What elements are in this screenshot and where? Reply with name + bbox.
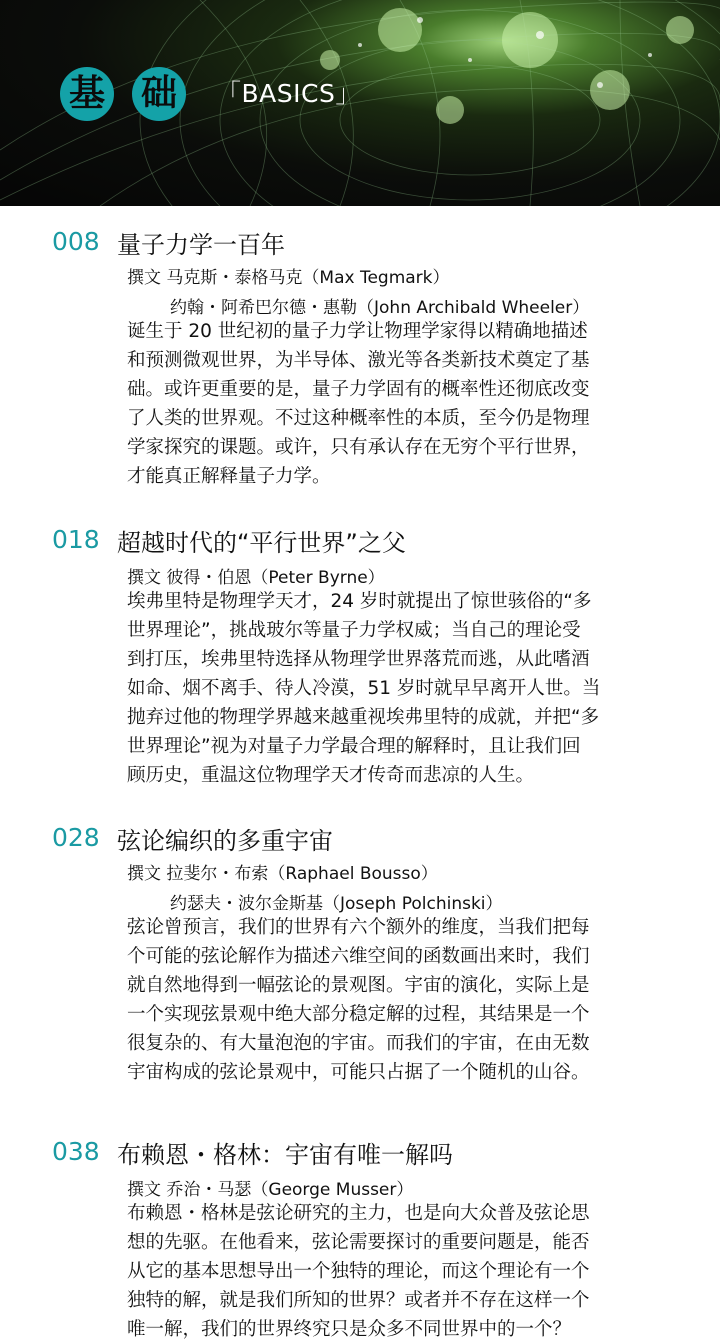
article-summary — [127, 587, 647, 790]
summary-line: 宇宙构成的弦论景观中，可能只占据了一个随机的山谷。 — [127, 1062, 590, 1083]
summary-line: 抛弃过他的物理学界越来越重视埃弗里特的成就，并把“多 — [127, 707, 600, 728]
summary-line: 世界理论”视为对量子力学最合理的解释时，且让我们回 — [127, 736, 581, 757]
summary-line: 了人类的世界观。不过这种概率性的本质，至今仍是物理 — [127, 408, 590, 429]
summary-line: 学家探究的课题。或许，只有承认存在无穷个平行世界， — [127, 437, 590, 458]
article-title: 超越时代的“平行世界”之父 — [117, 529, 406, 557]
summary-line: 个可能的弦论解作为描述六维空间的函数画出来时，我们 — [127, 946, 590, 967]
article-title: 量子力学一百年 — [117, 231, 285, 259]
summary-line: 世界理论”，挑战玻尔等量子力学权威；当自己的理论受 — [127, 620, 581, 641]
summary-line: 唯一解，我们的世界终究只是众多不同世界中的一个？ — [127, 1319, 572, 1340]
summary-line: 和预测微观世界，为半导体、激光等各类新技术奠定了基 — [127, 350, 590, 371]
summary-line: 弦论曾预言，我们的世界有六个额外的维度，当我们把每 — [127, 917, 590, 938]
article-title: 弦论编织的多重宇宙 — [117, 827, 333, 855]
heading-char-2: 础 — [132, 67, 186, 121]
summary-line: 础。或许更重要的是，量子力学固有的概率性还彻底改变 — [127, 379, 590, 400]
summary-line: 埃弗里特是物理学天才，24 岁时就提出了惊世骇俗的“多 — [127, 591, 592, 612]
summary-line: 诞生于 20 世纪初的量子力学让物理学家得以精确地描述 — [127, 321, 588, 342]
summary-line: 一个实现弦景观中绝大部分稳定解的过程，其结果是一个 — [127, 1004, 590, 1025]
summary-line: 如命、烟不离手、待人冷漠，51 岁时就早早离开人世。当 — [127, 678, 601, 699]
article-author: 约瑟夫・波尔金斯基（Joseph Polchinski） — [170, 894, 503, 914]
article-summary — [127, 913, 647, 1087]
article-number: 038 — [52, 1137, 100, 1166]
summary-line: 想的先驱。在他看来，弦论需要探讨的重要问题是，能否 — [127, 1232, 590, 1253]
article-author: 撰文 拉斐尔・布索（Raphael Bousso） — [127, 864, 438, 884]
article-author: 撰文 彼得・伯恩（Peter Byrne） — [127, 568, 385, 588]
header-banner — [0, 0, 720, 206]
summary-line: 到打压，埃弗里特选择从物理学世界落荒而逃，从此嗜酒 — [127, 649, 590, 670]
summary-line: 从它的基本思想导出一个独特的理论，而这个理论有一个 — [127, 1261, 590, 1282]
summary-line: 很复杂的、有大量泡泡的宇宙。而我们的宇宙，在由无数 — [127, 1033, 590, 1054]
summary-line: 才能真正解释量子力学。 — [127, 466, 331, 487]
article-author: 约翰・阿希巴尔德・惠勒（John Archibald Wheeler） — [170, 298, 590, 318]
summary-line: 顾历史，重温这位物理学天才传奇而悲凉的人生。 — [127, 765, 535, 786]
article-author: 撰文 马克斯・泰格马克（Max Tegmark） — [127, 268, 450, 288]
article-number: 028 — [52, 823, 100, 852]
article-author: 撰文 乔治・马瑟（George Musser） — [127, 1180, 414, 1200]
summary-line: 独特的解，就是我们所知的世界？或者并不存在这样一个 — [127, 1290, 590, 1311]
heading-char-1: 基 — [60, 67, 114, 121]
article-number: 018 — [52, 525, 100, 554]
basics-label: 「BASICS」 — [216, 79, 361, 108]
summary-line: 布赖恩・格林是弦论研究的主力，也是向大众普及弦论思 — [127, 1203, 590, 1224]
article-title: 布赖恩・格林：宇宙有唯一解吗 — [117, 1141, 453, 1169]
article-number: 008 — [52, 227, 100, 256]
article-summary — [127, 317, 647, 491]
summary-line: 就自然地得到一幅弦论的景观图。宇宙的演化，实际上是 — [127, 975, 590, 996]
article-summary — [127, 1199, 647, 1344]
